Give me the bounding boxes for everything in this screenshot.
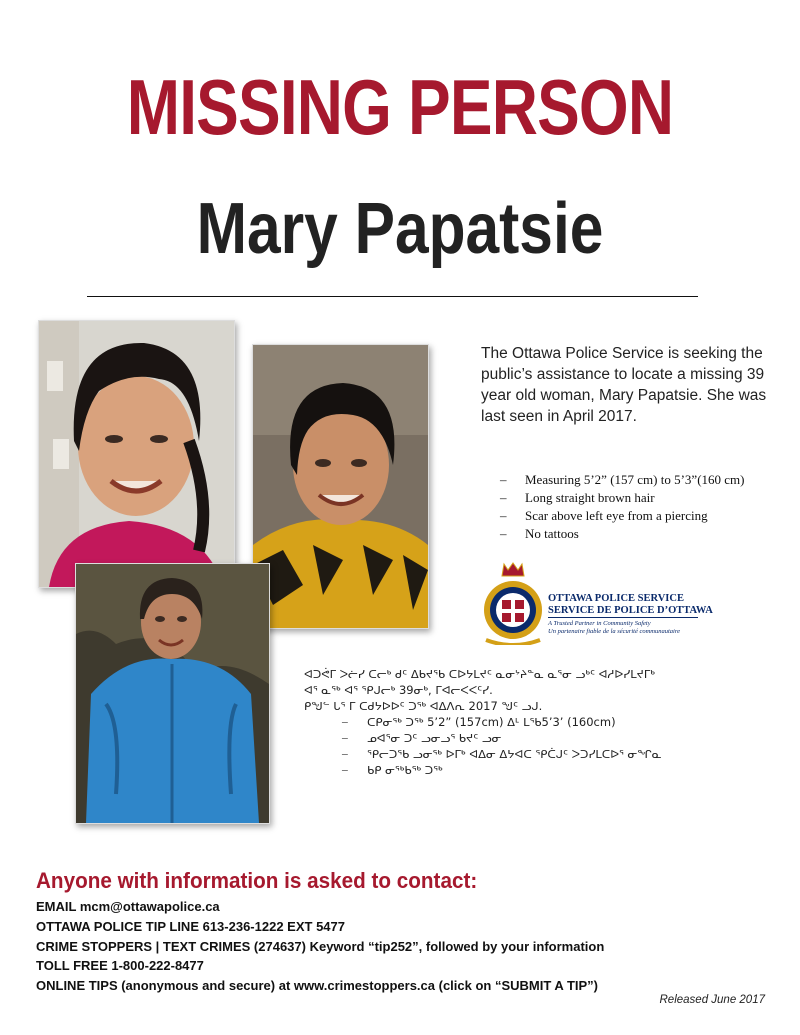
detail-item: – Scar above left eye from a piercing	[500, 508, 708, 523]
contact-toll-free: TOLL FREE 1-800-222-8477	[36, 958, 204, 974]
inuktitut-item: – ᑕᑭᓂᖅ ᑐᖅ 5’2” (157cm) ᐃᒻ ᒪᕐᑲ5’3’ (160cm)	[342, 715, 616, 729]
logo-tagline-en: A Trusted Partner in Community Safety	[548, 620, 651, 627]
contact-email[interactable]: EMAIL mcm@ottawapolice.ca	[36, 899, 220, 914]
headline: MISSING PERSON	[126, 63, 674, 151]
inuktitut-item: – ᑲᑭ ᓂᖅᑲᖅ ᑐᖅ	[342, 763, 443, 777]
release-date: Released June 2017	[659, 994, 765, 1006]
logo-line-fr: SERVICE DE POLICE D’OTTAWA	[548, 605, 713, 616]
details-list	[500, 471, 745, 543]
contact-crime-stoppers: CRIME STOPPERS | TEXT CRIMES (274637) Keyword “tip252”, followed by your information	[36, 938, 605, 954]
photo-2	[252, 344, 429, 629]
logo-tagline-fr: Un partenaire fiable de la sécurité communautaire	[548, 628, 681, 635]
detail-item: – No tattoos	[500, 526, 579, 541]
police-logo	[482, 560, 712, 645]
contact-tip-line: OTTAWA POLICE TIP LINE 613-236-1222 EXT 5477	[36, 918, 345, 934]
intro-text: The Ottawa Police Service is seeking the public’s assistance to locate a missing 39 year old woman, Mary Papatsie. She was last seen in April 2017.	[481, 345, 767, 425]
inuktitut-item: – ᕿᓕᑐᕐᑲ ᓗᓂᖅ ᐅᒥᒃ ᐊᐃᓂ ᐃᔭᐊᑕ ᕿᑖᒍᑦ ᐳᑐᓯᒪᑕᐅᕐ ᓂᖏᓇ	[342, 747, 662, 761]
contact-heading: Anyone with information is asked to contact:	[36, 868, 478, 893]
inuktitut-item: – ᓄᐊᕐᓂ ᑐᑦ ᓗᓂᓗᕐ ᑲᔪᑦ ᓗᓂ	[342, 731, 502, 745]
logo-divider	[548, 617, 698, 618]
detail-item: – Measuring 5’2” (157 cm) to 5’3”(160 cm)	[500, 472, 745, 487]
inuktitut-line: ᐊᑐᕚᒥ ᐳᓖᓯ ᑕᓕᒃ ᑯᑦ ᐃᑲᔪᕐᑲ ᑕᐅᔭᒪᔪᑦ ᓇᓂᔾᔨᓐᓇ ᓇᕐᓂ ᓗᒃᑦ ᐊᓱᐅᓯᒪᔪᒥᒃ	[304, 667, 655, 681]
contact-list	[36, 897, 604, 996]
photo-1	[38, 320, 235, 588]
logo-line-en: OTTAWA POLICE SERVICE	[548, 593, 684, 604]
inuktitut-line: ᐊᕐ ᓇᖅ ᐊᕐ ᕿᒍᓕᒃ 39ᓂᒃ, ᒥᐊᓕᐸᐸᑦᓯ.	[304, 683, 493, 697]
detail-item: – Long straight brown hair	[500, 490, 655, 505]
inuktitut-block	[304, 666, 662, 778]
police-crest-icon	[482, 560, 544, 645]
divider	[87, 296, 698, 297]
photo-3	[75, 563, 270, 824]
inuktitut-line: ᑭᖑᓪ ᒐᕐ ᒥ ᑕᑯᔭᐅᐅᑦ ᑐᖅ ᐊᐃᐱᕆ 2017 ᖑᑦ ᓗᒍ.	[304, 699, 543, 713]
person-name: Mary Papatsie	[196, 189, 604, 269]
contact-online-tips[interactable]: ONLINE TIPS (anonymous and secure) at www.crimestoppers.ca (click on “SUBMIT A TIP”)	[36, 978, 598, 994]
